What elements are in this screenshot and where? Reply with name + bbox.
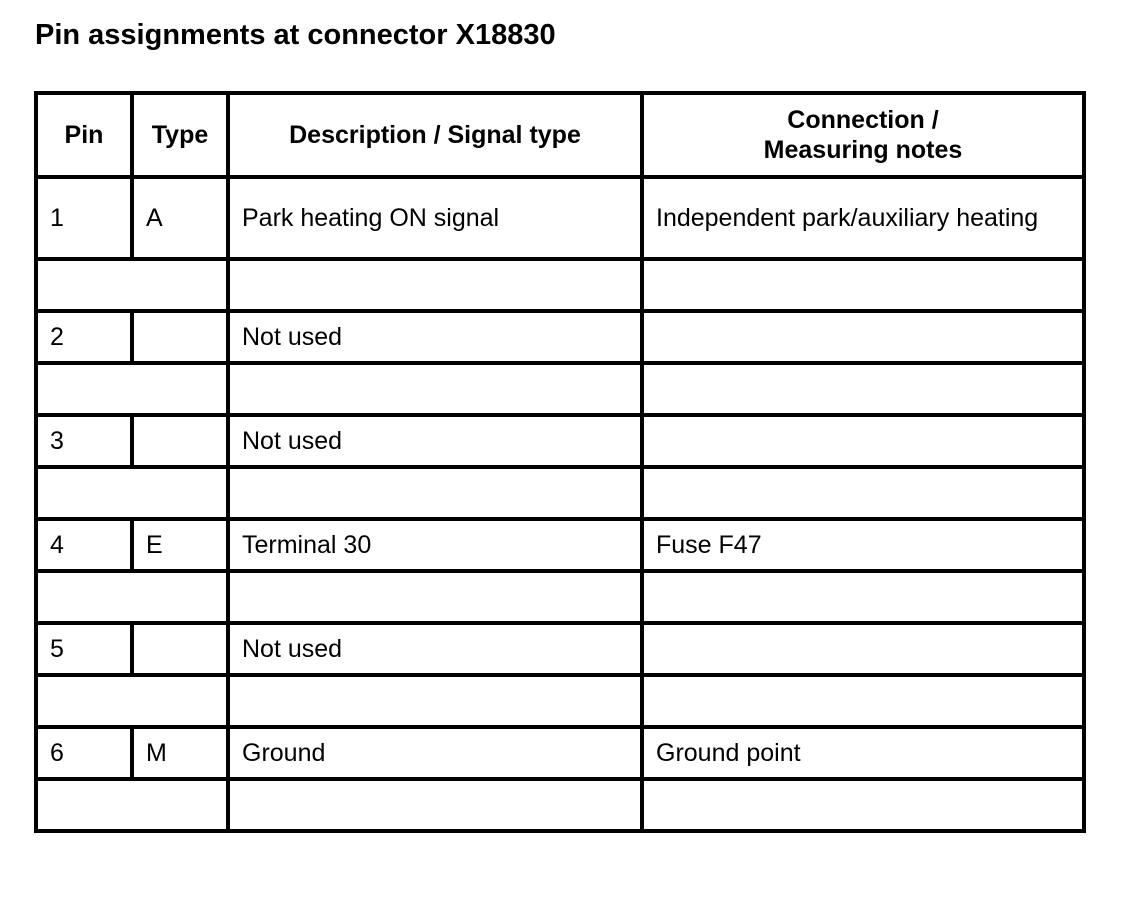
table-spacer-row bbox=[36, 779, 1084, 831]
spacer-cell bbox=[642, 571, 1084, 623]
pin-assignment-table bbox=[34, 91, 1086, 833]
cell-notes bbox=[642, 311, 1084, 363]
cell-notes: Ground point bbox=[642, 727, 1084, 779]
cell-description: Terminal 30 bbox=[228, 519, 642, 571]
cell-notes: Fuse F47 bbox=[642, 519, 1084, 571]
cell-description: Not used bbox=[228, 311, 642, 363]
spacer-cell bbox=[36, 259, 228, 311]
table-row bbox=[36, 311, 1084, 363]
cell-type: A bbox=[132, 177, 228, 259]
table-row bbox=[36, 519, 1084, 571]
cell-type: E bbox=[132, 519, 228, 571]
cell-pin: 6 bbox=[36, 727, 132, 779]
spacer-cell bbox=[228, 363, 642, 415]
spacer-cell bbox=[642, 363, 1084, 415]
cell-pin: 3 bbox=[36, 415, 132, 467]
spacer-cell bbox=[642, 259, 1084, 311]
spacer-cell bbox=[228, 571, 642, 623]
cell-pin: 5 bbox=[36, 623, 132, 675]
table-row bbox=[36, 415, 1084, 467]
spacer-cell bbox=[36, 571, 228, 623]
table-row bbox=[36, 177, 1084, 259]
header-notes-line2: Measuring notes bbox=[763, 136, 963, 164]
spacer-cell bbox=[36, 467, 228, 519]
cell-type bbox=[132, 311, 228, 363]
header-type: Type bbox=[132, 93, 228, 177]
spacer-cell bbox=[228, 779, 642, 831]
spacer-cell bbox=[642, 467, 1084, 519]
spacer-cell bbox=[36, 363, 228, 415]
table-spacer-row bbox=[36, 675, 1084, 727]
cell-notes bbox=[642, 415, 1084, 467]
table-header-row bbox=[36, 93, 1084, 177]
spacer-cell bbox=[36, 675, 228, 727]
spacer-cell bbox=[642, 779, 1084, 831]
cell-description: Park heating ON signal bbox=[228, 177, 642, 259]
table-row bbox=[36, 727, 1084, 779]
cell-pin: 4 bbox=[36, 519, 132, 571]
spacer-cell bbox=[228, 259, 642, 311]
cell-type bbox=[132, 415, 228, 467]
cell-pin: 1 bbox=[36, 177, 132, 259]
page-title: Pin assignments at connector X18830 bbox=[35, 19, 556, 51]
table-row bbox=[36, 623, 1084, 675]
spacer-cell bbox=[228, 675, 642, 727]
table-spacer-row bbox=[36, 467, 1084, 519]
header-notes-line1: Connection / bbox=[787, 106, 939, 134]
cell-notes bbox=[642, 623, 1084, 675]
spacer-cell bbox=[36, 779, 228, 831]
cell-notes: Independent park/auxiliary heating bbox=[642, 177, 1084, 259]
header-pin: Pin bbox=[36, 93, 132, 177]
spacer-cell bbox=[228, 467, 642, 519]
cell-description: Not used bbox=[228, 415, 642, 467]
header-notes bbox=[642, 93, 1084, 177]
cell-type bbox=[132, 623, 228, 675]
cell-type: M bbox=[132, 727, 228, 779]
cell-description: Ground bbox=[228, 727, 642, 779]
spacer-cell bbox=[642, 675, 1084, 727]
cell-description: Not used bbox=[228, 623, 642, 675]
header-description: Description / Signal type bbox=[228, 93, 642, 177]
cell-pin: 2 bbox=[36, 311, 132, 363]
table-spacer-row bbox=[36, 259, 1084, 311]
table-spacer-row bbox=[36, 571, 1084, 623]
table-spacer-row bbox=[36, 363, 1084, 415]
